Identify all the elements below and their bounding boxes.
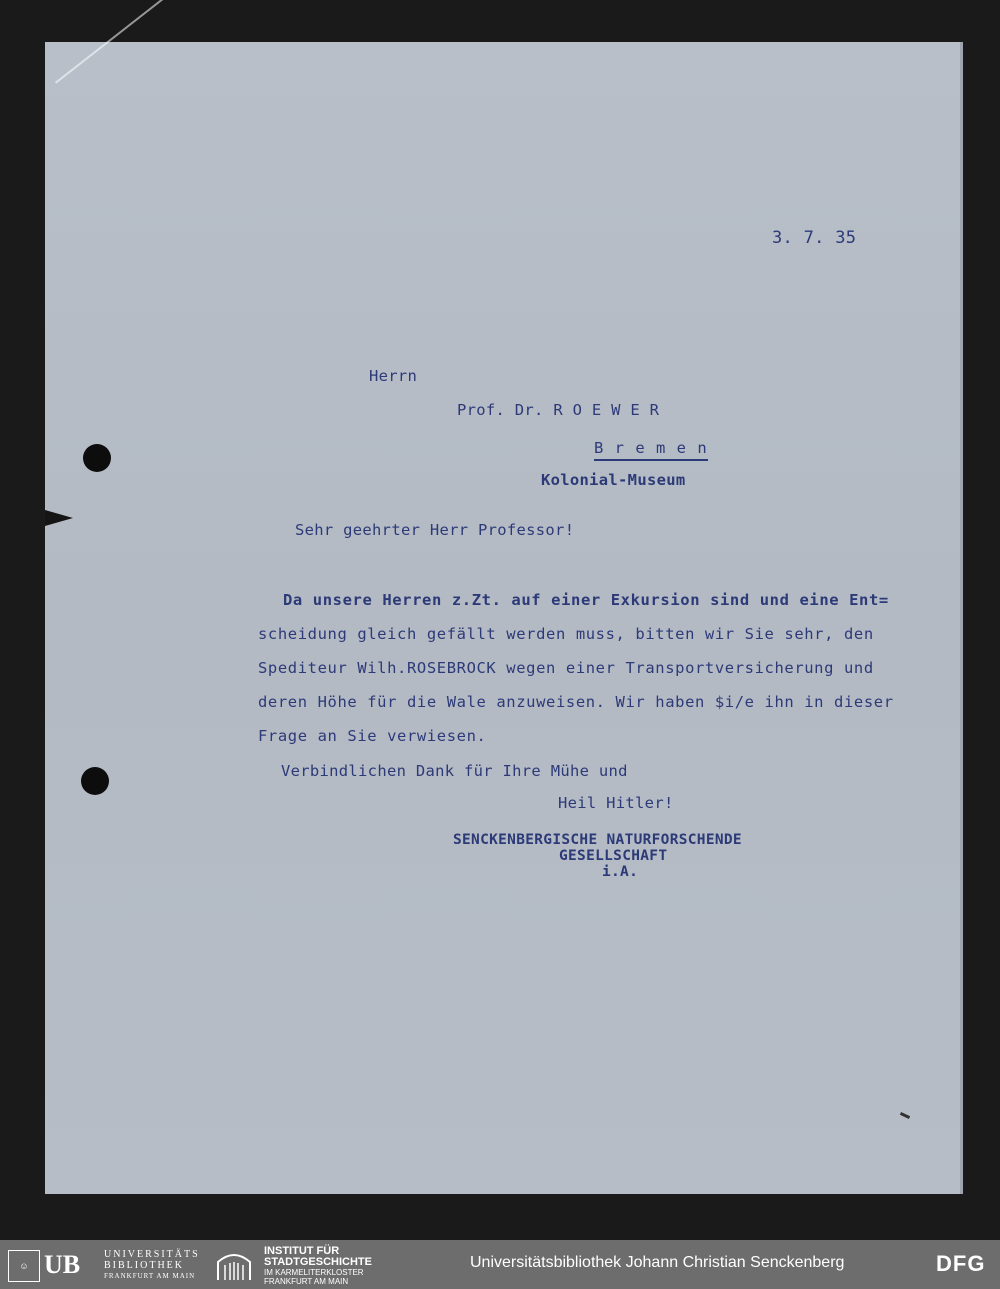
- inst-line4: FRANKFURT AM MAIN: [264, 1277, 349, 1286]
- salutation-prefix: Herrn: [369, 367, 418, 385]
- body-line-4: deren Höhe für die Wale anzuweisen. Wir haben $i/e ihn in dieser: [258, 693, 894, 711]
- body-line-1: Da unsere Herren z.Zt. auf einer Exkursion sind und eine Ent=: [283, 591, 889, 609]
- library-credit[interactable]: Universitätsbibliothek Johann Christian Senckenberg: [470, 1254, 845, 1271]
- closing-line: Verbindlichen Dank für Ihre Mühe und: [281, 762, 628, 780]
- ub-line2: BIBLIOTHEK: [104, 1260, 184, 1271]
- body-line-2: scheidung gleich gefällt werden muss, bitten wir Sie sehr, den: [258, 625, 874, 643]
- dfg-logo[interactable]: DFG: [936, 1251, 986, 1276]
- letter-date: 3. 7. 35: [772, 228, 857, 248]
- punch-hole-bottom: [81, 767, 109, 795]
- letter-page: [45, 42, 963, 1194]
- recipient-name: Prof. Dr. R O E W E R: [457, 401, 660, 419]
- footer-bar: [0, 1240, 1000, 1289]
- body-line-3: Spediteur Wilh.ROSEBROCK wegen einer Transportversicherung und: [258, 659, 874, 677]
- ub-name: [104, 1249, 200, 1282]
- recipient-institution: Kolonial-Museum: [541, 471, 686, 489]
- paper-crease: [55, 0, 198, 84]
- ub-line3: FRANKFURT AM MAIN: [104, 1272, 196, 1280]
- institute-building-icon[interactable]: [216, 1248, 252, 1282]
- ub-logo-letters: UB: [44, 1250, 81, 1279]
- portrait-icon: ☺: [8, 1250, 40, 1282]
- punch-hole-top: [83, 444, 111, 472]
- signature-org-line1: SENCKENBERGISCHE NATURFORSCHENDE: [453, 832, 742, 848]
- institute-name: [264, 1246, 372, 1286]
- closing-greeting: Heil Hitler!: [558, 794, 674, 812]
- paper-notch: [45, 510, 73, 526]
- recipient-city: B r e m e n: [594, 439, 708, 461]
- ub-line1: UNIVERSITÄTS: [104, 1249, 200, 1260]
- signature-org-line2: GESELLSCHAFT: [559, 848, 668, 864]
- ub-logo[interactable]: [8, 1248, 96, 1282]
- paper-edge: [960, 42, 963, 1194]
- body-line-5: Frage an Sie verwiesen.: [258, 727, 487, 745]
- inst-line1: INSTITUT FÜR: [264, 1245, 340, 1257]
- ink-mark: [900, 1112, 910, 1119]
- signature-ia: i.A.: [602, 864, 639, 880]
- inst-line2: STADTGESCHICHTE: [264, 1256, 372, 1268]
- inst-line3: IM KARMELITERKLOSTER: [264, 1268, 364, 1277]
- greeting: Sehr geehrter Herr Professor!: [295, 521, 575, 539]
